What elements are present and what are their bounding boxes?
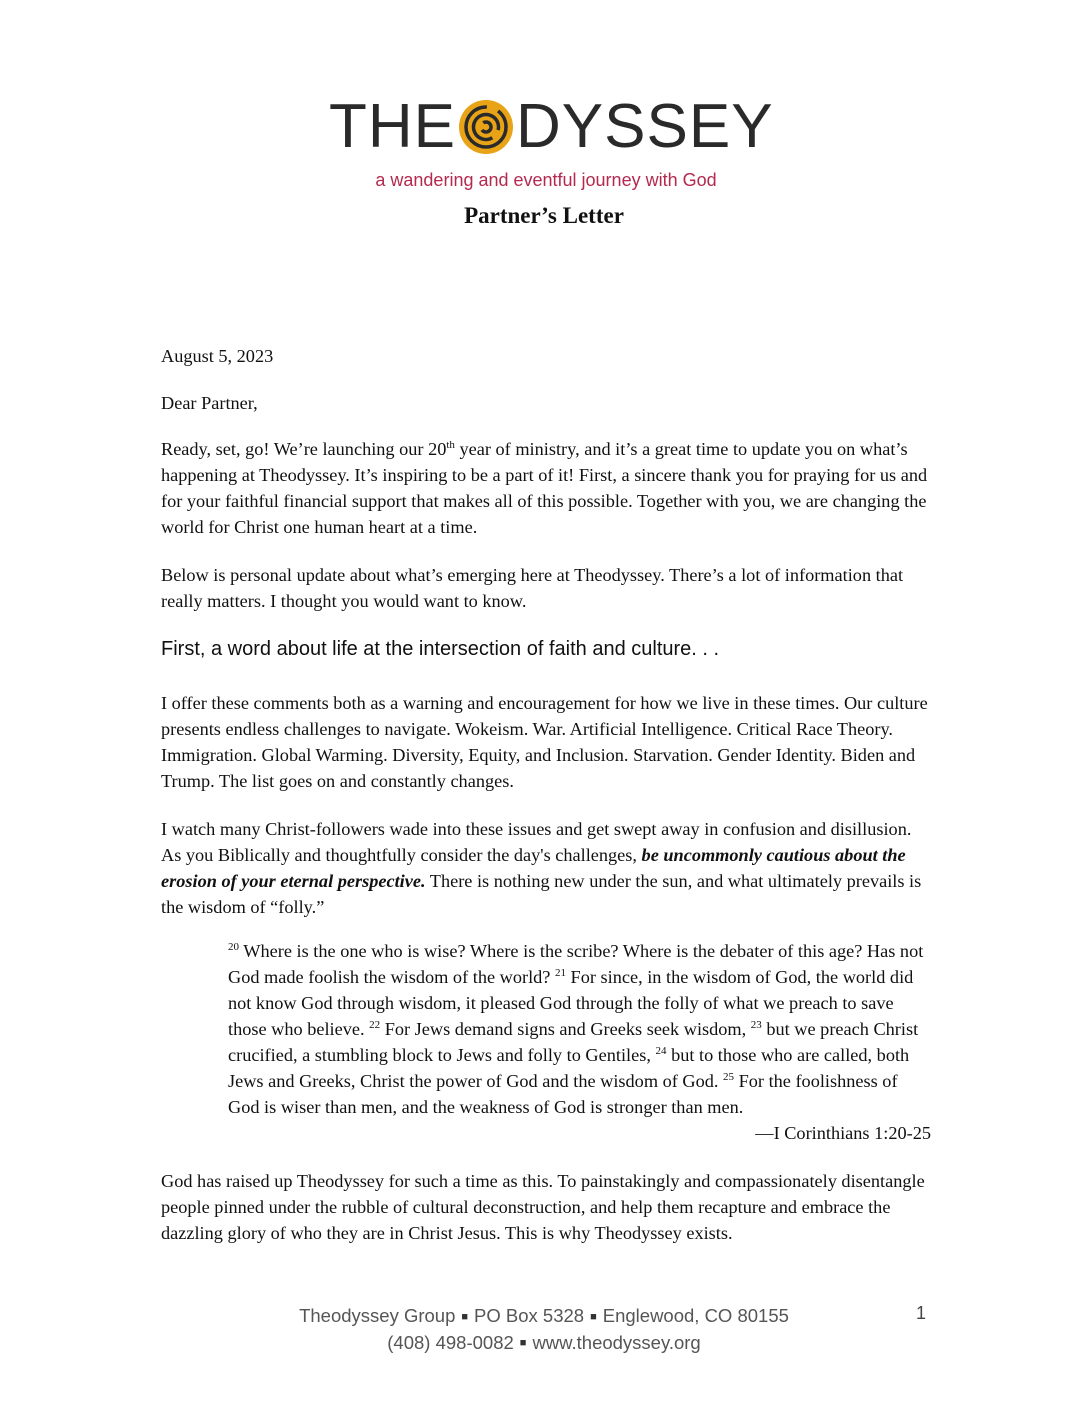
verse-text: For since, in the wisdom of God, the world did not know God through wisdom, it pleased God through the folly of what we preach to save those who believe. [228,967,914,1039]
letter-body [161,343,931,1246]
verse-number: 23 [750,1018,762,1031]
footer-city: Englewood, CO 80155 [602,1305,789,1326]
separator-square-icon: ■ [519,1337,527,1350]
verse-text: but to those who are called, both Jews and Greeks, Christ the power of God and the wisdom of God. [228,1045,910,1091]
paragraph-perspective-text-a: I watch many Christ-followers wade into these issues and get swept away in confusion and disillusion. As you Biblically and thoughtfully consider the day's challenges, [161,819,912,865]
footer-contact-line [0,1330,1088,1357]
separator-square-icon: ■ [590,1310,597,1323]
paragraph-intro [161,436,931,540]
verse-number: 21 [554,966,566,979]
footer-website: www.theodyssey.org [532,1331,701,1353]
footer-po-box: PO Box 5328 [474,1305,585,1326]
paragraph-update: Below is personal update about what’s emerging here at Theodyssey. There’s a lot of information that really matters. I thought you would want to know. [161,565,904,611]
verse-number: 25 [723,1070,735,1083]
logo-text-right: DYSSEY [516,92,774,161]
paragraph-intro-text-a: Ready, set, go! We’re launching our 20 [161,439,447,459]
labyrinth-logo-icon [458,99,514,155]
verse-text: For the foolishness of God is wiser than men, and the weakness of God is stronger than men. [228,1071,898,1117]
verse-number: 22 [369,1018,381,1031]
letter-date: August 5, 2023 [161,346,274,366]
letter-title: Partner’s Letter [464,203,624,228]
verse-number: 20 [228,940,239,953]
page-number: 1 [916,1303,927,1323]
theodyssey-logo [329,92,774,162]
letter-greeting: Dear Partner, [161,393,258,413]
paragraph-perspective-text-b: There is nothing new under the sun, and what ultimately prevails is the wisdom of “folly.” [161,871,922,917]
logo-text-left: THE [329,92,456,161]
section-heading: First, a word about life at the intersection of faith and culture. . . [161,638,720,660]
verse-number: 24 [655,1044,667,1057]
paragraph-culture: I offer these comments both as a warning and encouragement for how we live in these times. Our culture presents endless challenges to navigate. Wokeism. War. Artificial Intelligence. Critical Race Theory. Immigration. Global Warming. Diversity, Equity, and Inclusion. Starvation. Gender Identity. Biden and Trump. The list goes on and constantly changes. [161,693,928,791]
verse-text: Where is the one who is wise? Where is the scribe? Where is the debater of this age? Has not God made foolish the wisdom of the world? [228,941,924,987]
paragraph-intro-text-b: year of ministry, and it’s a great time to update you on what’s happening at Theodyssey. It’s inspiring to be a part of it! First, a sincere thank you for praying for us and for your faithful financial support that makes all of this possible. Together with you, we are changing the world for Christ one human heart at a time. [161,439,928,537]
verse-text: but we preach Christ crucified, a stumbling block to Jews and folly to Gentiles, [228,1019,919,1065]
paragraph-mission: God has raised up Theodyssey for such a time as this. To painstakingly and compassionately disentangle people pinned under the rubble of cultural deconstruction, and help them recapture and embrace the dazzling glory of who they are in Christ Jesus. This is why Theodyssey exists. [161,1171,925,1243]
footer-phone: (408) 498-0082 [387,1331,514,1353]
paragraph-perspective [161,816,931,920]
ordinal-superscript: th [446,438,455,451]
scripture-citation: —I Corinthians 1:20-25 [755,1123,931,1143]
logo-tagline: a wandering and eventful journey with God [375,170,717,190]
verse-text: For Jews demand signs and Greeks seek wisdom, [380,1019,751,1039]
scripture-quote [228,938,928,1120]
footer-org: Theodyssey Group [299,1305,456,1326]
separator-square-icon: ■ [461,1310,469,1323]
emphasis-text: be uncommonly cautious about the erosion of your eternal perspective. [161,845,906,891]
